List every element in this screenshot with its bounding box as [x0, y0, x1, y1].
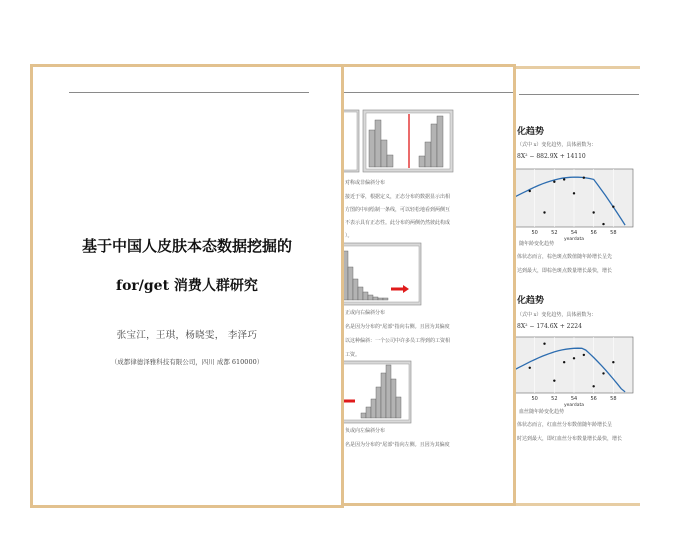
body-text: 体状态而言，棕色斑点数值随年龄增长呈先	[517, 254, 613, 260]
x-axis-label: yeardata	[563, 237, 585, 242]
x-axis-label: yeardata	[563, 403, 585, 408]
x-tick-label: 56	[590, 396, 597, 402]
document-page-2	[340, 64, 516, 506]
document-page-3	[512, 66, 640, 506]
body-text: （式中 x）变化趋势，具体函数为：	[517, 312, 597, 318]
data-point	[583, 177, 585, 179]
data-point	[543, 343, 545, 345]
x-tick-label: 50	[531, 230, 538, 236]
figure-caption: 正或向右偏斜分布	[345, 310, 386, 316]
section-heading: 化趋势	[517, 296, 545, 306]
figure-caption: 血丝随年龄变化趋势	[519, 409, 565, 415]
left-skew-histogram-figure	[343, 361, 423, 425]
data-point	[602, 372, 604, 374]
author-list: 张宝江，王琪，杨晓雯， 李泽巧	[116, 330, 258, 341]
x-tick-label: 52	[551, 230, 558, 236]
data-point	[529, 367, 531, 369]
paper-title: 基于中国人皮肤本态数据挖掘的	[81, 237, 292, 255]
body-text: 接近于零，根据定义，正态分布的数据显示出相	[345, 194, 451, 200]
body-text: ）。	[345, 233, 353, 239]
body-text: 方图的中间绘制一条线，可以轻松地看到两侧互	[345, 207, 451, 213]
paper-subtitle: for/get 消费人群研究	[116, 278, 258, 294]
page-header-rule	[519, 94, 639, 95]
page-header-rule	[69, 92, 309, 93]
data-point	[529, 190, 531, 192]
right-skew-histogram-figure	[343, 243, 423, 307]
data-point	[563, 178, 565, 180]
data-point	[592, 211, 594, 213]
body-text: 时达到最大，即红血丝分布数量增长最快，增长	[517, 436, 623, 442]
x-tick-label: 50	[531, 396, 538, 402]
data-point	[612, 206, 614, 208]
formula: 8X² − 174.6X + 2224	[517, 323, 582, 330]
trend-chart-1	[515, 167, 639, 247]
data-point	[563, 361, 565, 363]
affiliation: （成都律德泽雅科技有限公司，四川 成都 610000）	[110, 358, 264, 366]
symmetric-histogram-figure	[343, 110, 455, 176]
trend-chart-2	[515, 335, 639, 411]
body-text: 名是因为分布的"尾部"指向左侧。且因为其偏度	[345, 442, 450, 448]
body-text: 不表示具有正态性。此分布的两侧仍然彼此构成	[345, 220, 451, 226]
body-text: 名是因为分布的"尾部"指向右侧。且因为其偏度	[345, 324, 450, 330]
figure-caption: 对称或非偏斜分布	[345, 180, 386, 186]
formula: 8X² − 882.9X + 14110	[517, 153, 586, 160]
body-text: 达到最大，即棕色斑点数量增长最快，增长	[517, 268, 613, 274]
data-point	[553, 181, 555, 183]
data-point	[573, 192, 575, 194]
data-point	[602, 223, 604, 225]
data-point	[583, 354, 585, 356]
document-cover-page	[30, 64, 344, 508]
x-tick-label: 58	[610, 230, 617, 236]
x-tick-label: 54	[570, 396, 578, 402]
body-text: 工资。	[345, 352, 361, 358]
figure-caption: 负或向左偏斜分布	[345, 428, 386, 434]
x-tick-label: 58	[610, 396, 617, 402]
data-point	[553, 379, 555, 381]
data-point	[612, 361, 614, 363]
data-point	[592, 385, 594, 387]
x-tick-label: 52	[551, 396, 558, 402]
page-header-rule	[343, 92, 513, 93]
data-point	[573, 357, 575, 359]
x-tick-label: 54	[570, 230, 578, 236]
figure-caption: 随年龄变化趋势	[519, 241, 555, 247]
body-text: 以这种偏斜：一个公司中许多员工得到的工资相	[345, 338, 451, 344]
x-tick-label: 56	[590, 230, 597, 236]
data-point	[543, 211, 545, 213]
body-text: 体状态而言，红血丝分布数值随年龄增长呈	[517, 422, 613, 428]
section-heading: 化趋势	[517, 127, 545, 137]
body-text: （式中 x）变化趋势，具体函数为：	[517, 142, 597, 148]
